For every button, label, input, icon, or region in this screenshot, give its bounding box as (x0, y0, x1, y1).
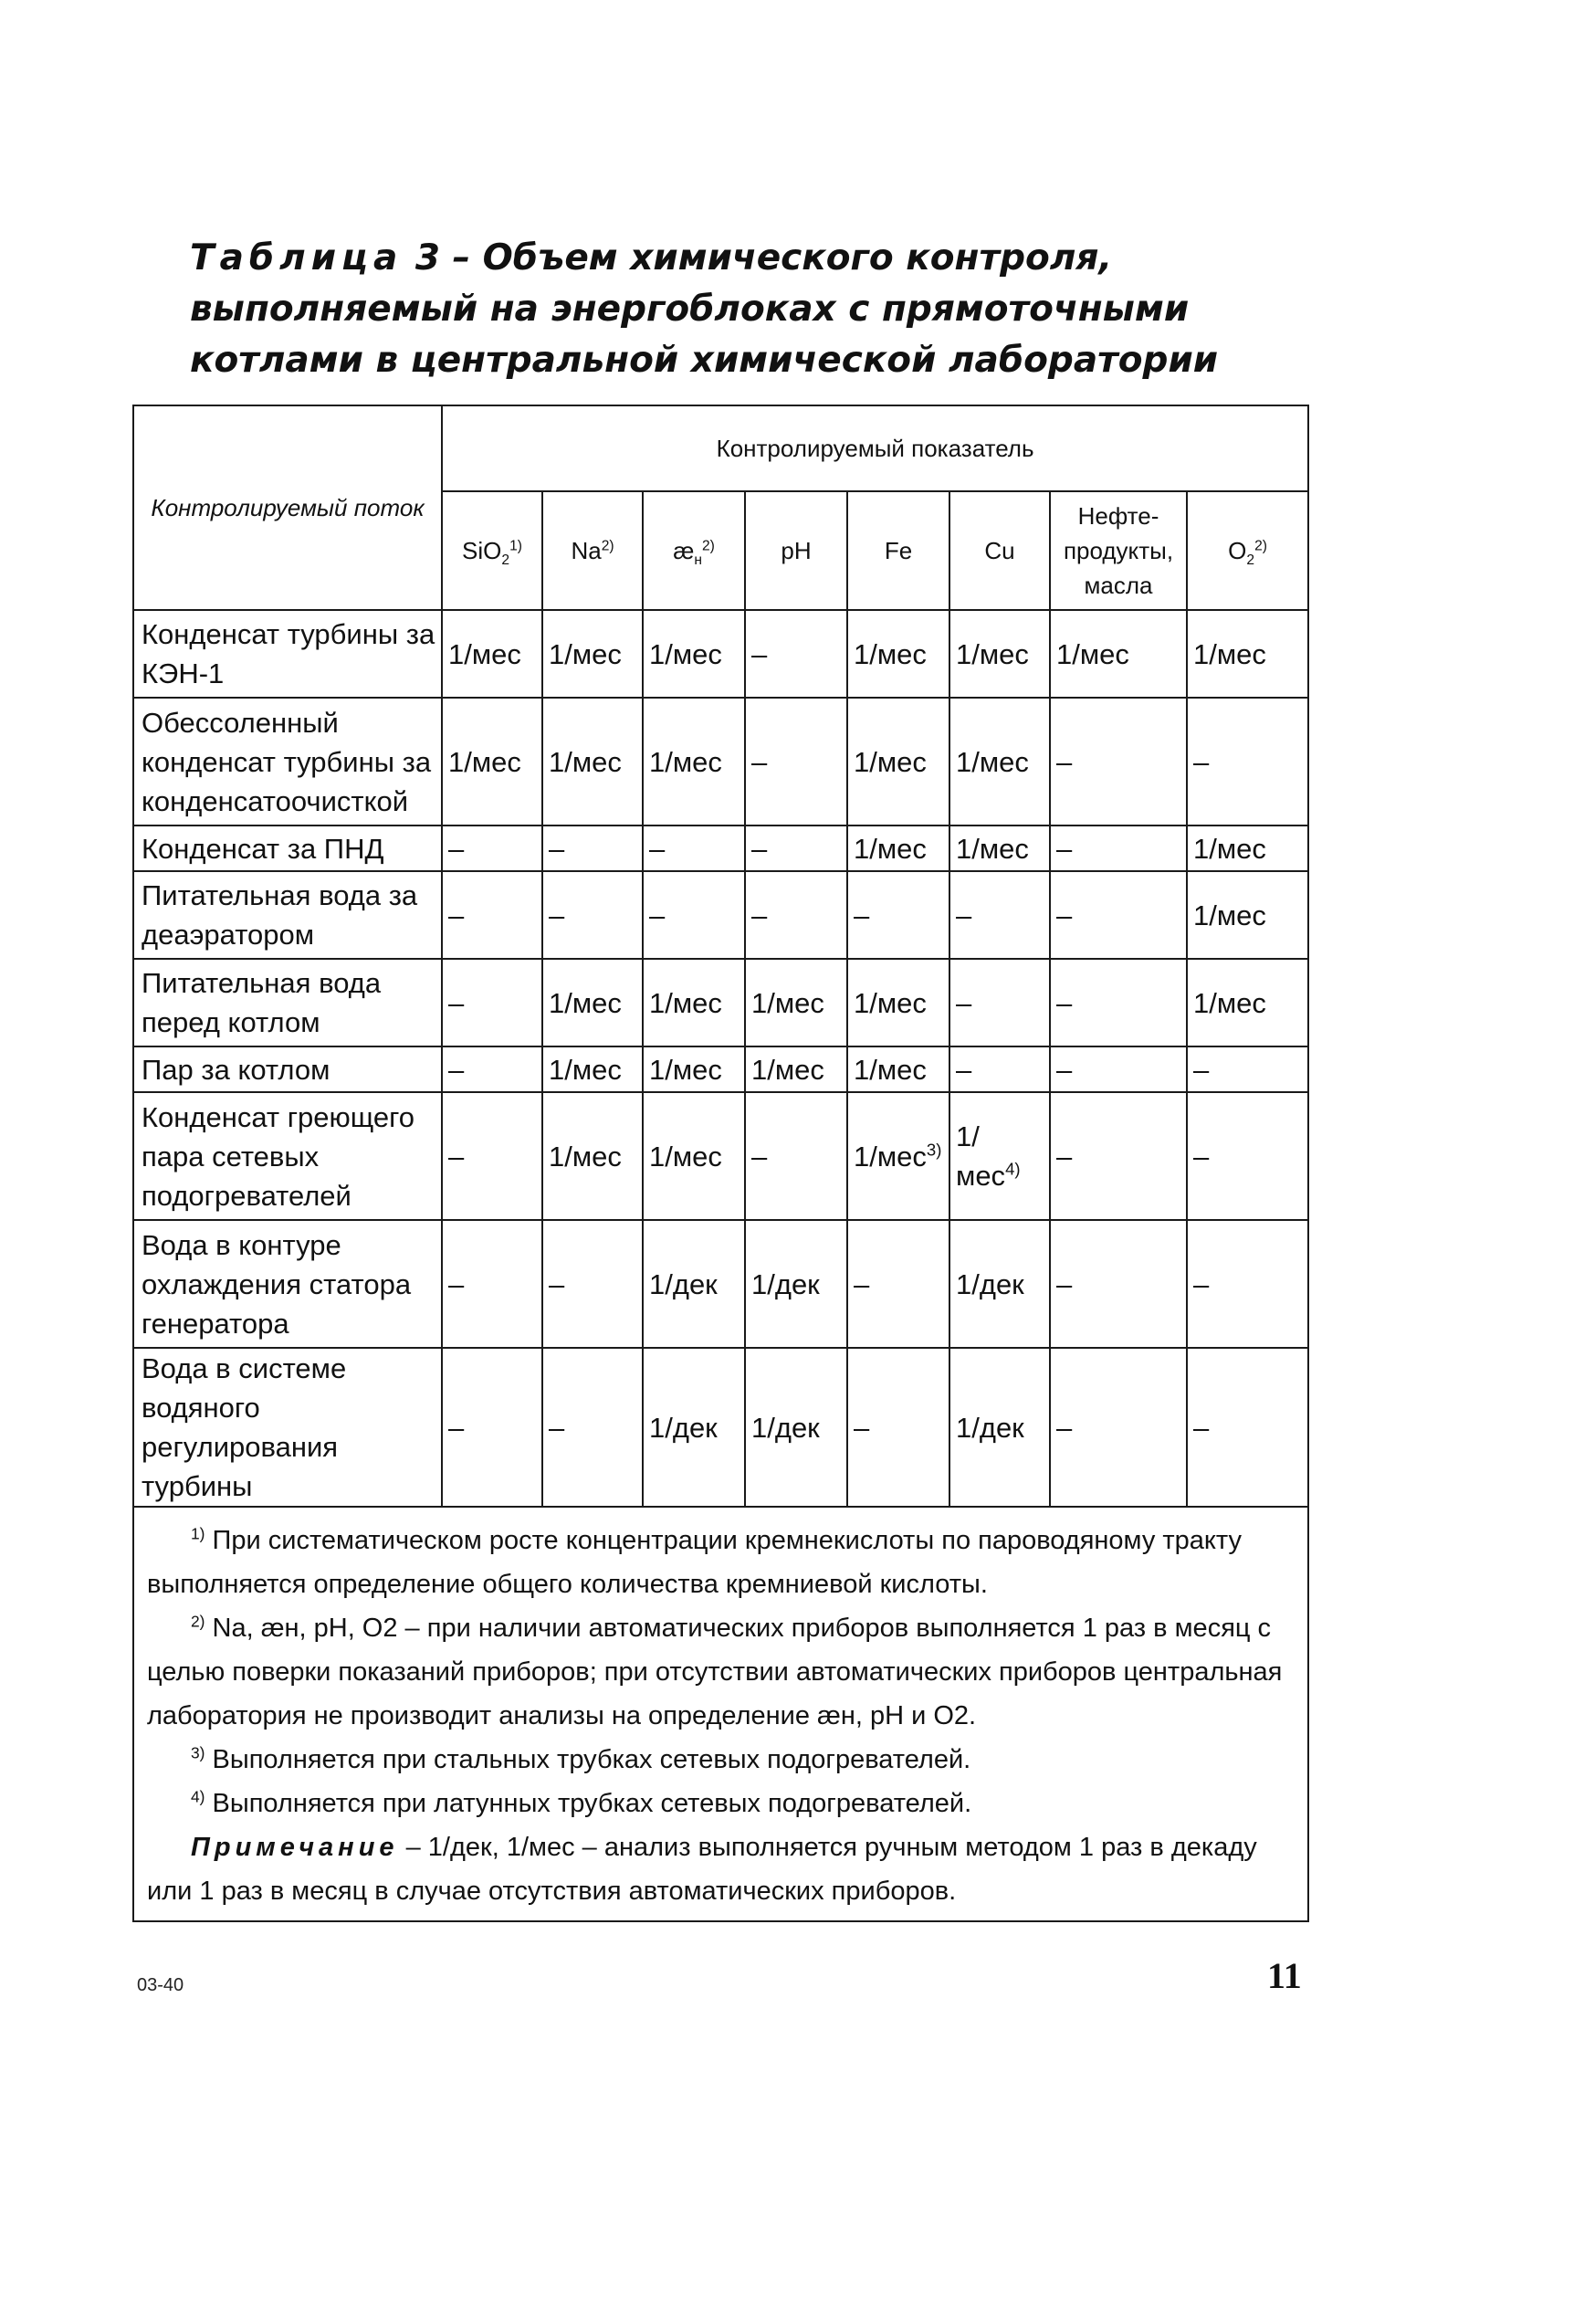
table-row (133, 959, 1308, 1046)
footnote-2: $^{2)}$ Na, æн, pH, O2 – при наличии автоматических приборов выполняется 1 раз в месяц с целью поверки показаний приборов; при отсутствии автоматических приборов центральная лаборатория не производит анализы на определение æн, pH и O2. (147, 1612, 1283, 1730)
table-title (190, 233, 1304, 386)
stream-name-cell: Обессоленный конденсат турбины за конденсатоочисткой (133, 698, 442, 825)
table-row (133, 1046, 1308, 1092)
frequency-cell: – (442, 871, 542, 959)
param-header-ph: pH (745, 491, 847, 610)
frequency-cell: – (442, 1220, 542, 1348)
frequency-cell: 1/мес (847, 610, 949, 698)
table-row (133, 1092, 1308, 1220)
param-header-na: Na$^{2)}$ (542, 491, 643, 610)
table-row (133, 610, 1308, 698)
stream-name-cell: Конденсат турбины за КЭН-1 (133, 610, 442, 698)
frequency-cell: 1/мес (542, 698, 643, 825)
remark (147, 1825, 1295, 1913)
frequency-cell: 1/мес (442, 698, 542, 825)
table-body (133, 610, 1308, 1507)
frequency-cell: 1/мес (949, 825, 1050, 871)
frequency-cell: 1/мес (643, 610, 745, 698)
param-header-cu: Cu (949, 491, 1050, 610)
frequency-cell: – (643, 825, 745, 871)
frequency-cell: – (847, 1348, 949, 1507)
frequency-cell: – (1050, 825, 1187, 871)
frequency-cell: – (1050, 1046, 1187, 1092)
frequency-cell: – (643, 871, 745, 959)
frequency-cell: 1/мес (542, 610, 643, 698)
table-row (133, 825, 1308, 871)
footnote-4: $^{4)}$ Выполняется при латунных трубках сетевых подогревателей. (191, 1787, 972, 1818)
frequency-cell: 1/мес (847, 825, 949, 871)
frequency-cell: 1/мес (949, 698, 1050, 825)
frequency-cell: 1/мес (745, 1046, 847, 1092)
frequency-cell: – (1050, 1220, 1187, 1348)
remark-text: – 1/дек, 1/мес – анализ выполняется ручным методом 1 раз в декаду или 1 раз в месяц в случае отсутствия автоматических приборов. (147, 1833, 1257, 1906)
document-code: 03-40 (137, 1975, 184, 1995)
frequency-cell: – (1050, 1092, 1187, 1220)
footnote-1: $^{1)}$ При систематическом росте концентрации кремнекислоты по пароводяному тракту выполняется определение общего количества кремниевой кислоты. (147, 1524, 1243, 1599)
frequency-cell: – (1187, 1092, 1308, 1220)
frequency-cell: – (949, 959, 1050, 1046)
frequency-cell: 1/дек (949, 1220, 1050, 1348)
frequency-cell: – (1050, 698, 1187, 825)
frequency-cell: – (1050, 871, 1187, 959)
table-row (133, 1220, 1308, 1348)
frequency-cell: – (1187, 698, 1308, 825)
frequency-cell: 1/дек (745, 1348, 847, 1507)
frequency-cell: 1/мес (643, 959, 745, 1046)
frequency-cell: 1/мес (1050, 610, 1187, 698)
param-header-o2: $O_2^{2)}$ (1187, 491, 1308, 610)
frequency-cell: – (442, 825, 542, 871)
frequency-cell: – (442, 959, 542, 1046)
frequency-cell: – (1050, 1348, 1187, 1507)
param-header-oil-products: Нефте-продукты, масла (1050, 491, 1187, 610)
frequency-cell: – (542, 1348, 643, 1507)
frequency-cell: 1/дек (643, 1348, 745, 1507)
frequency-cell: 1/мес (542, 1046, 643, 1092)
frequency-cell: – (542, 1220, 643, 1348)
stream-name-cell: Питательная вода перед котлом (133, 959, 442, 1046)
frequency-cell: 1/мес (1187, 610, 1308, 698)
chemical-control-table (132, 405, 1309, 1922)
stream-name-cell: Конденсат греющего пара сетевых подогревателей (133, 1092, 442, 1220)
stream-name-cell: Конденсат за ПНД (133, 825, 442, 871)
frequency-cell: – (442, 1348, 542, 1507)
frequency-cell: 1/мес$^{3)}$ (847, 1092, 949, 1220)
frequency-cell: 1/мес (1187, 825, 1308, 871)
frequency-cell: – (745, 698, 847, 825)
table-title-text: 3 – Объем химического контроля, выполняемый на энергоблоках с прямоточными котлами в центральной химической лаборатории (190, 237, 1219, 381)
frequency-cell: 1/мес (847, 1046, 949, 1092)
stream-column-header: Контролируемый поток (133, 405, 442, 610)
frequency-cell: – (1187, 1046, 1308, 1092)
frequency-cell: 1/мес (1187, 871, 1308, 959)
frequency-cell: 1/дек (745, 1220, 847, 1348)
stream-name-cell: Питательная вода за деаэратором (133, 871, 442, 959)
frequency-cell: 1/мес (847, 959, 949, 1046)
frequency-cell: – (745, 610, 847, 698)
frequency-cell: – (949, 1046, 1050, 1092)
param-header-fe: Fe (847, 491, 949, 610)
notes-cell (133, 1507, 1308, 1921)
frequency-cell: 1/дек (643, 1220, 745, 1348)
table-row (133, 698, 1308, 825)
page-number: 11 (1267, 1955, 1302, 1996)
footnote-3: $^{3)}$ Выполняется при стальных трубках сетевых подогревателей. (191, 1743, 971, 1774)
frequency-cell: 1/мес (745, 959, 847, 1046)
stream-name-cell: Пар за котлом (133, 1046, 442, 1092)
param-header-conductivity: $æ_н^{2)}$ (643, 491, 745, 610)
remark-label: Примечание (191, 1833, 399, 1862)
frequency-cell: 1/мес (643, 698, 745, 825)
frequency-cell: 1/мес (949, 610, 1050, 698)
param-header-sio2: SiO$_2^{1)}$ (442, 491, 542, 610)
frequency-cell: 1/мес (442, 610, 542, 698)
frequency-cell: – (847, 871, 949, 959)
frequency-cell: – (949, 871, 1050, 959)
frequency-cell: – (542, 871, 643, 959)
frequency-cell: 1/мес (542, 1092, 643, 1220)
header-row-1 (133, 405, 1308, 491)
frequency-cell: 1/мес (542, 959, 643, 1046)
frequency-cell: – (745, 871, 847, 959)
frequency-cell: 1/мес (643, 1092, 745, 1220)
frequency-cell: 1/мес$^{4)}$ (949, 1092, 1050, 1220)
frequency-cell: 1/мес (847, 698, 949, 825)
stream-name-cell: Вода в системе водяного регулирования турбины (133, 1348, 442, 1507)
table-row (133, 1348, 1308, 1507)
frequency-cell: – (847, 1220, 949, 1348)
frequency-cell: – (745, 1092, 847, 1220)
frequency-cell: – (1187, 1348, 1308, 1507)
frequency-cell: – (442, 1092, 542, 1220)
frequency-cell: – (745, 825, 847, 871)
frequency-cell: 1/дек (949, 1348, 1050, 1507)
table-title-lead: Таблица (190, 237, 404, 279)
frequency-cell: 1/мес (643, 1046, 745, 1092)
parameter-group-header: Контролируемый показатель (442, 405, 1308, 491)
notes-row (133, 1507, 1308, 1921)
stream-name-cell: Вода в контуре охлаждения статора генератора (133, 1220, 442, 1348)
frequency-cell: – (1050, 959, 1187, 1046)
frequency-cell: 1/мес (1187, 959, 1308, 1046)
frequency-cell: – (442, 1046, 542, 1092)
frequency-cell: – (1187, 1220, 1308, 1348)
table-row (133, 871, 1308, 959)
frequency-cell: – (542, 825, 643, 871)
